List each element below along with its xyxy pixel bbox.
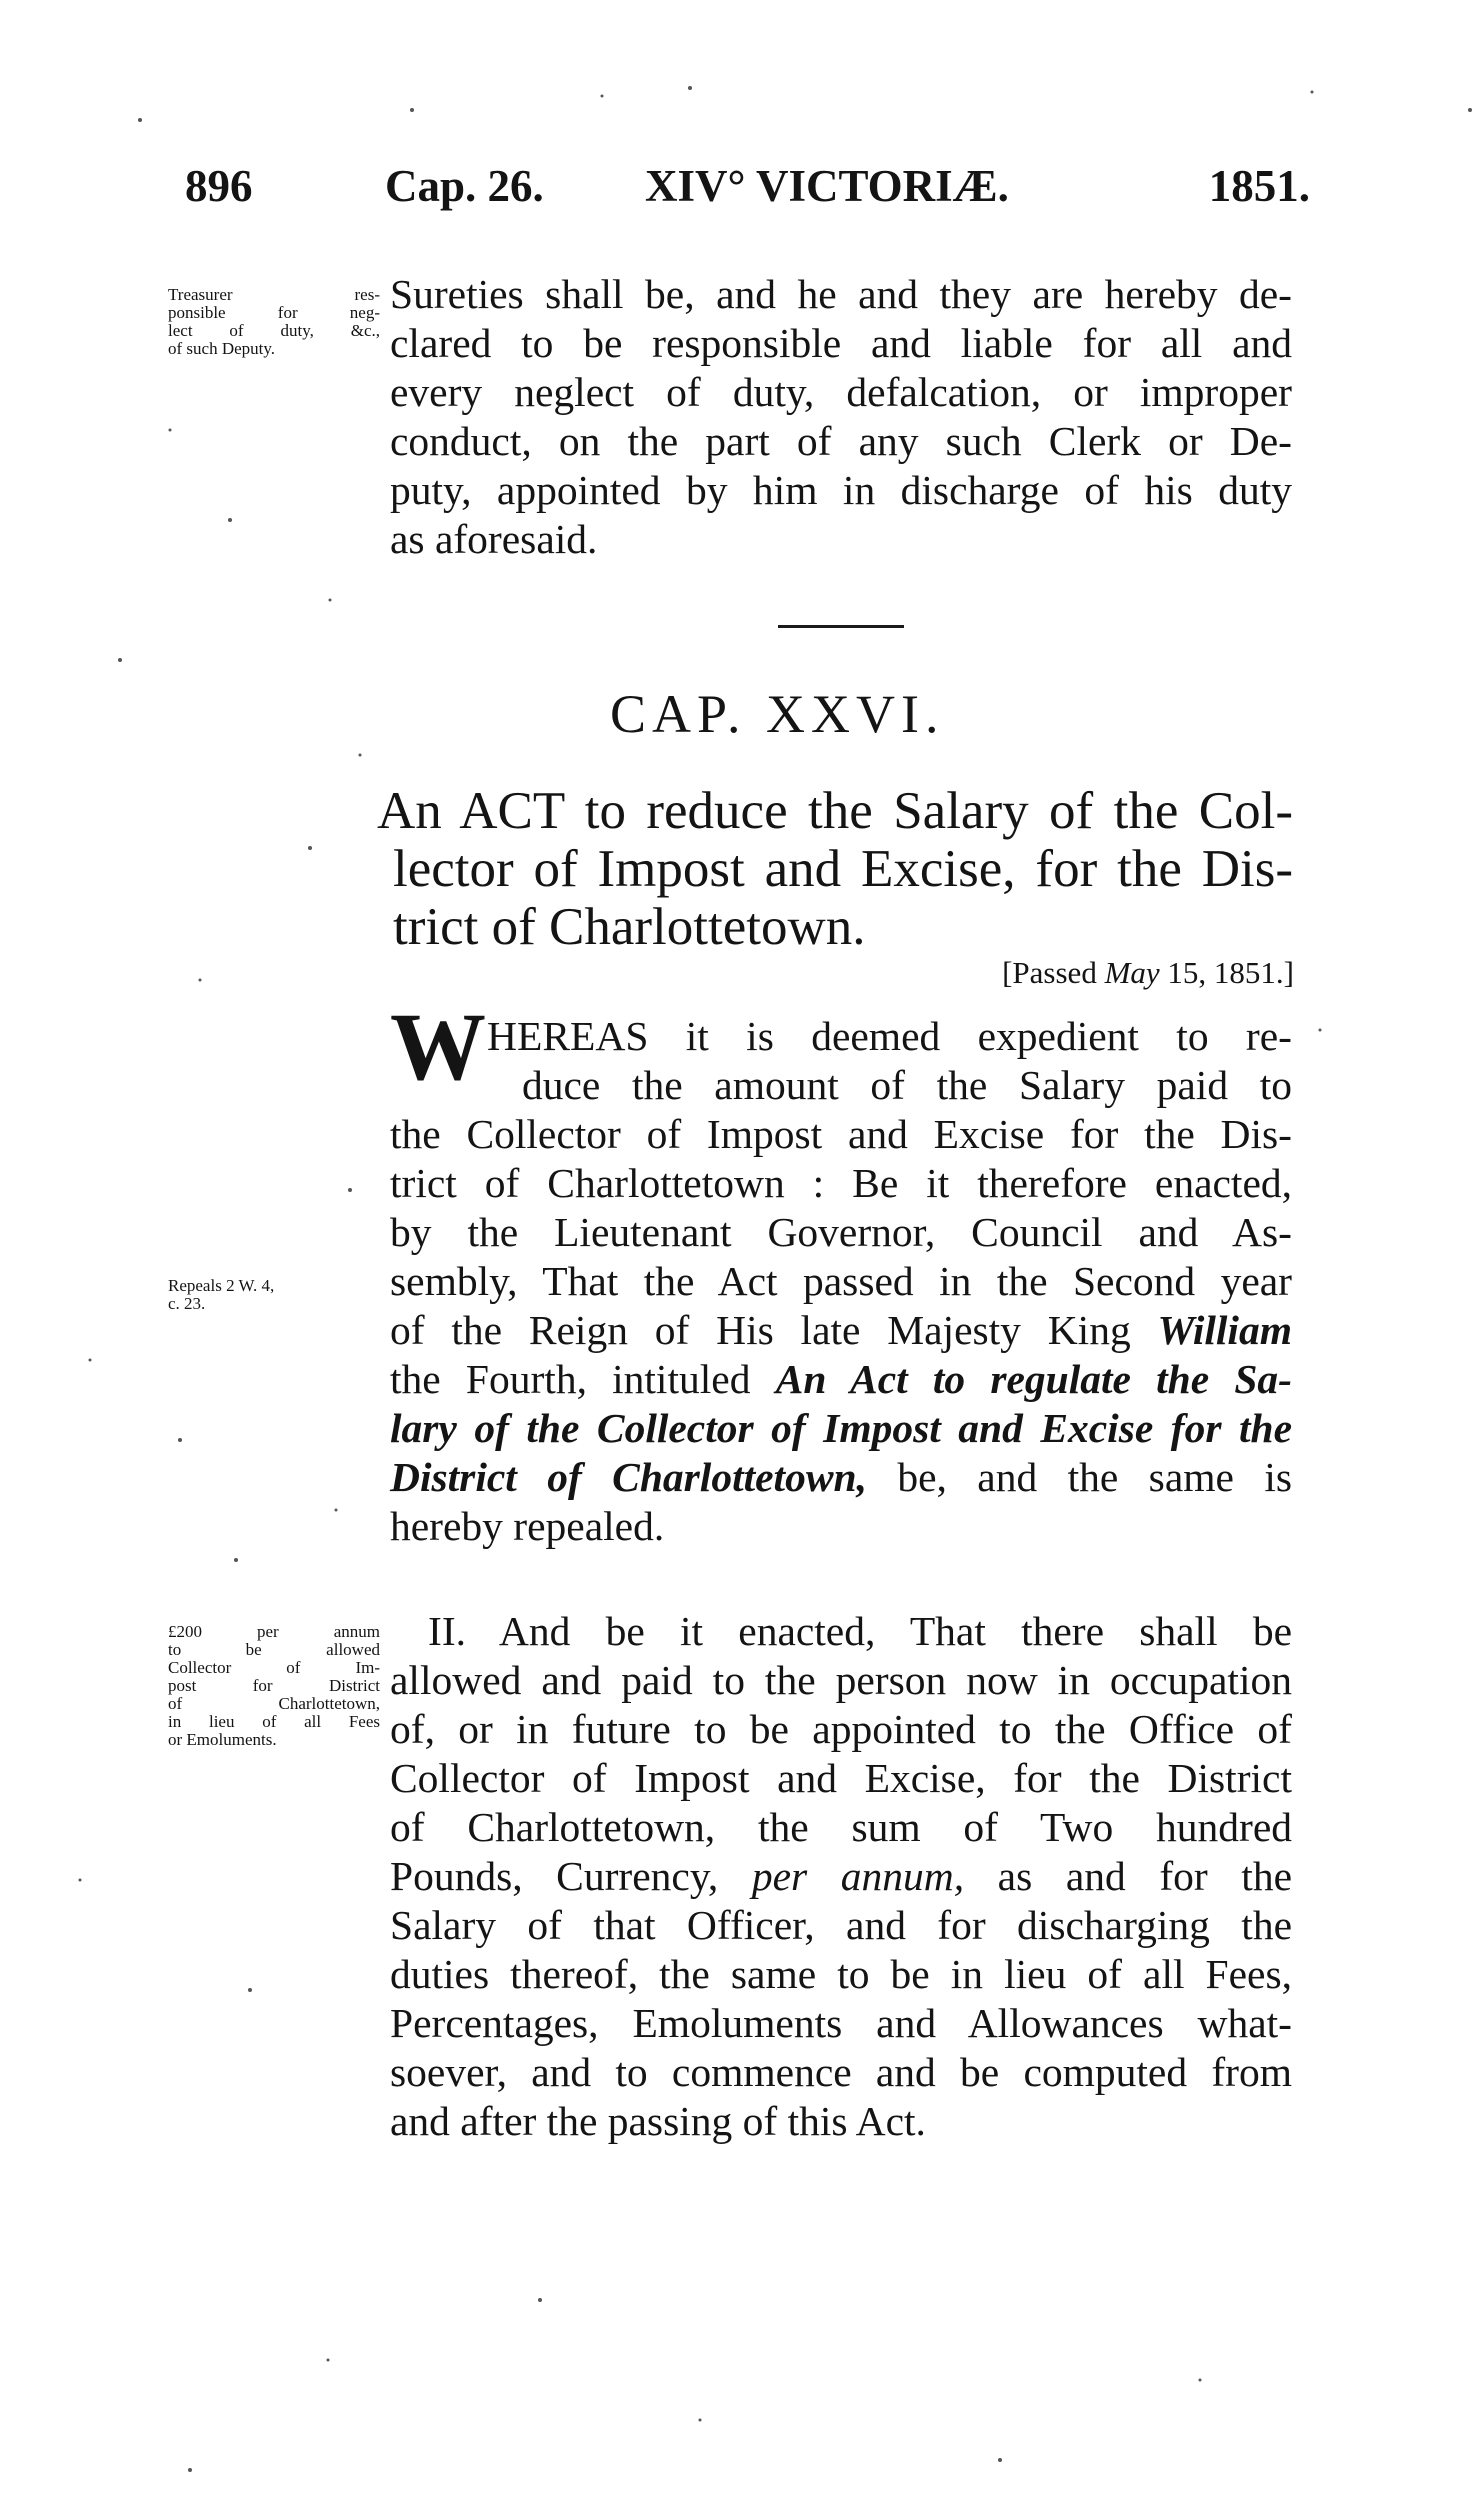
text-line: duce the amount of the Salary paid to (522, 1062, 1292, 1108)
text-run: And be it enacted, That there shall be (466, 1608, 1292, 1654)
text-line: puty, appointed by him in discharge of his duty (390, 467, 1292, 513)
text-line: allowed and paid to the person now in occupation (390, 1657, 1292, 1703)
act-title-line: An ACT to reduce the Salary of the Col- (377, 782, 1293, 840)
text-line: and after the passing of this Act. (390, 2098, 926, 2144)
act-title-line: trict of Charlottetown. (393, 898, 866, 956)
text-line: every neglect of duty, defalcation, or improper (390, 369, 1292, 415)
text-run: be, and the same is (866, 1454, 1292, 1500)
text-line: of, or in future to be appointed to the Office of (390, 1706, 1292, 1752)
margin-note-line: £200 per annum (168, 1622, 380, 1641)
regnal-year: XIV° VICTORIÆ. (645, 161, 1009, 211)
margin-note-line: of Charlottetown, (168, 1694, 380, 1713)
passed-note-month: May (1104, 955, 1160, 990)
margin-note-line: of such Deputy. (168, 339, 276, 358)
text-run: of the Reign of His late Majesty King (390, 1307, 1158, 1353)
margin-note-line: Repeals 2 W. 4, (168, 1276, 275, 1295)
act-title-line: lector of Impost and Excise, for the Dis- (393, 840, 1293, 898)
section-number: II. (428, 1608, 467, 1654)
text-line: Sureties shall be, and he and they are hereby de- (390, 271, 1292, 317)
drop-cap-initial: W (390, 993, 486, 1100)
text-line: trict of Charlottetown : Be it therefore enacted, (390, 1160, 1292, 1206)
italic-run: William (1157, 1307, 1292, 1353)
italic-run: lary of the Collector of Impost and Excise for the (390, 1405, 1292, 1451)
italic-run: per annum, (751, 1853, 965, 1899)
text-line: conduct, on the part of any such Clerk or De- (390, 418, 1292, 464)
text-line: of Charlottetown, the sum of Two hundred (390, 1804, 1292, 1850)
text-line: soever, and to commence and be computed from (390, 2049, 1292, 2095)
text-line: Salary of that Officer, and for discharging the (390, 1902, 1292, 1948)
text-line: sembly, That the Act passed in the Second year (390, 1258, 1292, 1304)
margin-note-line: c. 23. (168, 1294, 206, 1313)
text-line: Percentages, Emoluments and Allowances what- (390, 2000, 1292, 2046)
margin-note-line: ponsible for neg- (168, 303, 380, 322)
margin-note-line: or Emoluments. (168, 1730, 277, 1749)
margin-note-line: to be allowed (168, 1640, 380, 1659)
text-line: HEREAS it is deemed expedient to re- (487, 1013, 1292, 1059)
text-line: duties thereof, the same to be in lieu of all Fees, (390, 1951, 1292, 1997)
chapter-heading: CAP. XXVI. (610, 684, 945, 744)
passed-note-close: 15, 1851.] (1159, 955, 1294, 990)
text-run: as and for the (964, 1853, 1292, 1899)
text-line: hereby repealed. (390, 1503, 665, 1549)
passed-note-open: [Passed (1002, 955, 1105, 990)
margin-note-line: in lieu of all Fees (168, 1712, 380, 1731)
text-line: as aforesaid. (390, 516, 598, 562)
chapter-reference: Cap. 26. (385, 161, 544, 211)
text-run: the Fourth, intituled (390, 1356, 776, 1402)
text-line: by the Lieutenant Governor, Council and As- (390, 1209, 1292, 1255)
margin-note-line: Treasurer res- (168, 285, 380, 304)
text-line: Collector of Impost and Excise, for the District (390, 1755, 1292, 1801)
text-line: clared to be responsible and liable for all and (390, 320, 1292, 366)
margin-note-line: lect of duty, &c., (168, 321, 380, 340)
margin-note-line: Collector of Im- (168, 1658, 380, 1677)
italic-run: An Act to regulate the Sa- (775, 1356, 1292, 1402)
calendar-year: 1851. (1208, 161, 1310, 211)
margin-note-line: post for District (168, 1676, 380, 1695)
italic-run: District of Charlottetown, (390, 1454, 867, 1500)
page-number: 896 (185, 161, 253, 211)
text-line: the Collector of Impost and Excise for the Dis- (390, 1111, 1292, 1157)
text-run: Pounds, Currency, (390, 1853, 752, 1899)
